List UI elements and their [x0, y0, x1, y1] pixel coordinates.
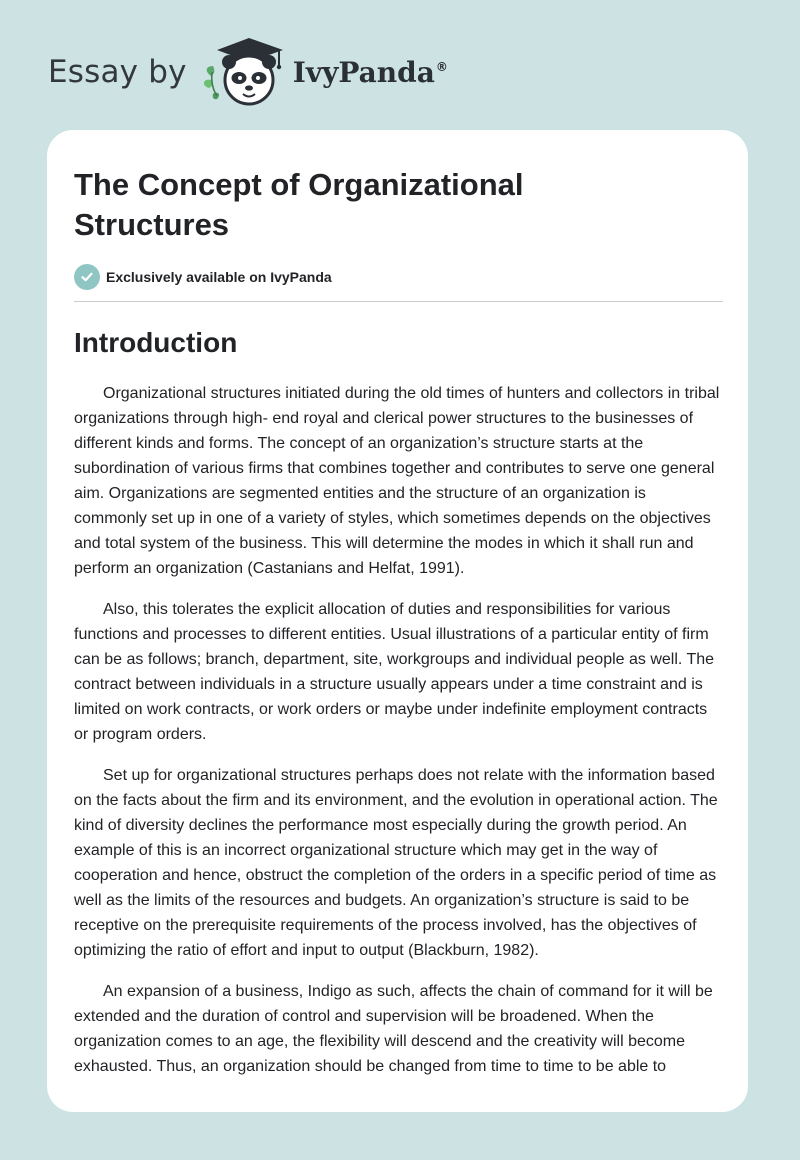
brand-header[interactable] [48, 36, 448, 108]
brand-name: IvyPanda® [292, 55, 448, 89]
paragraph: Set up for organizational structures perhaps does not relate with the information based on the facts about the firm and its environment, and the evolution in operational action. The kind of diversity declines the performance most especially during the growth period. An example of this is an incorrect organizational structure which may get in the way of cooperation and hence, obstruct the completion of the orders in a specific period of time as well as the limits of the resources and budgets. An organization’s structure is said to be receptive on the prerequisite requirements of the process involved, has the objectives of optimizing the ratio of effort and input to output (Blackburn, 1982). [74, 767, 718, 959]
paragraph: An expansion of a business, Indigo as such, affects the chain of command for it will be extended and the duration of control and supervision will be broadened. When the organization comes to an age, the flexibility will descend and the creativity will become exhausted. Thus, an organization should be changed from time to time to be able to [74, 983, 713, 1075]
paragraph: Organizational structures initiated during the old times of hunters and collectors in tribal organizations through high- end royal and clerical power structures to the businesses of different kinds and forms. The concept of an organization’s structure starts at the subordination of various firms that combines together and contributes to serve one general aim. Organizations are segmented entities and the structure of an organization is commonly set up in one of a variety of styles, which sometimes depends on the objectives and total system of the business. This will determine the modes in which it shall run and perform an organization (Castanians and Helfat, 1991). [74, 385, 720, 577]
essay-content [74, 165, 724, 1079]
section-heading: Introduction [74, 327, 238, 358]
essay-card [47, 130, 748, 1112]
page-title: The Concept of Organizational Structures [74, 167, 524, 242]
registered-mark: ® [435, 60, 448, 75]
brand-prefix: Essay by [48, 54, 187, 90]
paragraph: Also, this tolerates the explicit allocation of duties and responsibilities for various functions and processes to different entities. Usual illustrations of a particular entity of firm can be as follows; branch, department, site, workgroups and individual people as well. The contract between individuals in a structure usually appears under a time constraint and is limited on work contracts, or work orders or maybe under indefinite employment contracts or program orders. [74, 601, 715, 743]
badge-text: Exclusively available on IvyPanda [106, 269, 332, 285]
divider [74, 301, 723, 302]
check-circle-icon [74, 264, 100, 290]
panda-graduate-logo-icon [201, 36, 291, 108]
exclusive-badge [74, 264, 724, 290]
